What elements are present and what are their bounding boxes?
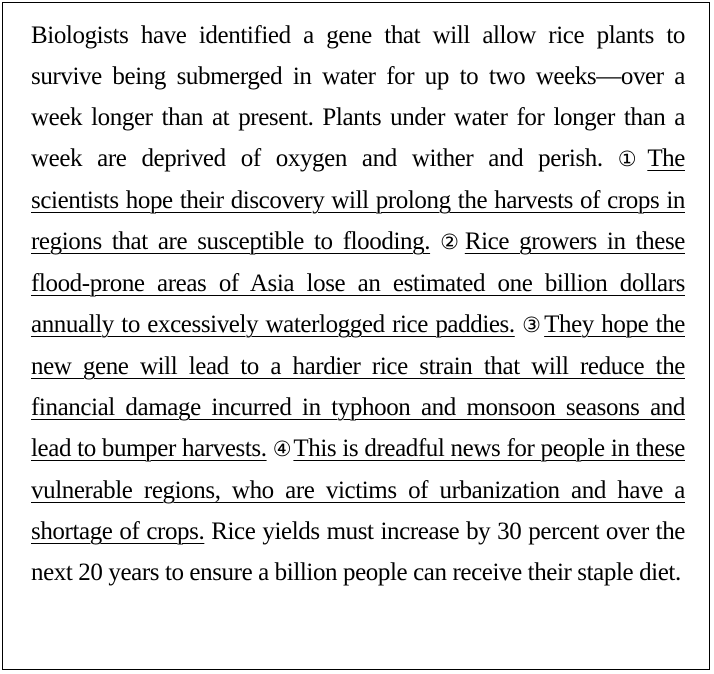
sentence-3: They hope the new gene will lead to a hardier rice strain that will reduce the financial damage incurred in typhoon and monsoon seasons and lead to bumper harvests. bbox=[31, 311, 685, 462]
passage-box bbox=[2, 2, 710, 670]
passage-intro: Biologists have identified a gene that will allow rice plants to survive being submerged in water for up to two weeks—over a week longer than at present. Plants under water for longer than a week are deprived of oxygen and wither and perish. bbox=[31, 22, 685, 172]
passage-outro: Rice yields must increase by 30 percent over the next 20 years to ensure a billion people can receive their staple diet. bbox=[31, 518, 686, 586]
passage-text bbox=[31, 15, 685, 593]
sentence-2: Rice growers in these flood-prone areas of Asia lose an estimated one billion dollars annually to excessively waterlogged rice paddies. bbox=[31, 228, 685, 338]
item-number-2: ② bbox=[440, 230, 463, 254]
item-number-1: ① bbox=[617, 147, 646, 171]
item-number-4: ④ bbox=[272, 437, 292, 461]
item-number-3: ③ bbox=[522, 313, 543, 337]
sentence-4: This is dreadful news for people in these vulnerable regions, who are victims of urbanization and have a shortage of crops. bbox=[31, 435, 685, 545]
sentence-1: The scientists hope their discovery will prolong the harvests of crops in regions that are susceptible to flooding. bbox=[31, 145, 685, 255]
